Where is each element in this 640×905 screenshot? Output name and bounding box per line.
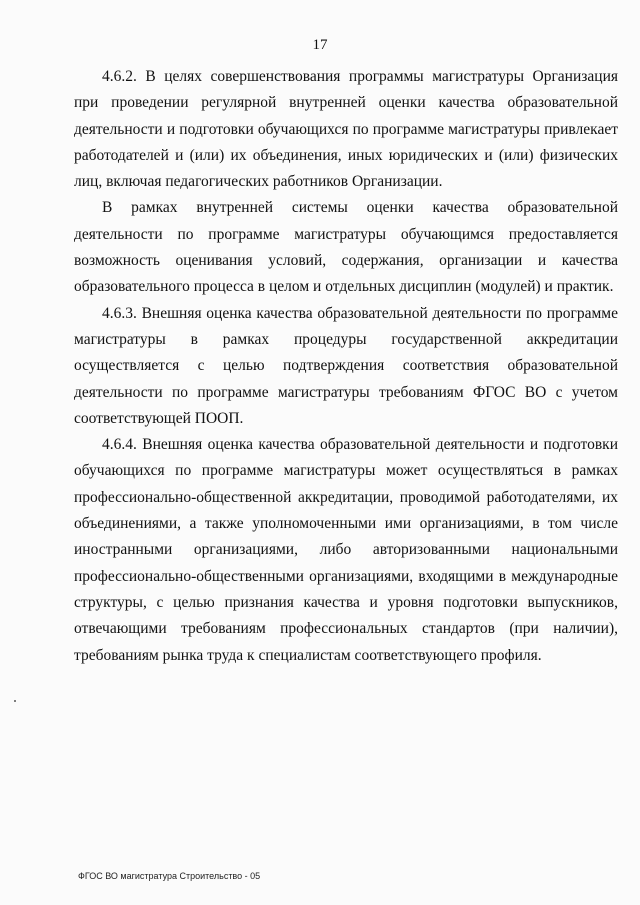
paragraph-4-6-3: 4.6.3. Внешняя оценка качества образовательной деятельности по программе магистратуры в рамках процедуры государственной аккредитации осуществляется с целью подтверждения соответствия образовательной деятельности по программе магистратуры требованиям ФГОС ВО с учетом соответствующей ПООП. [74, 304, 618, 427]
document-body [74, 64, 618, 669]
page-footer: ФГОС ВО магистратура Строительство - 05 [78, 871, 261, 881]
page-number: 17 [312, 37, 328, 53]
scan-speck [14, 700, 16, 702]
paragraph-4-6-2: 4.6.2. В целях совершенствования программы магистратуры Организация при проведении регулярной внутренней оценки качества образовательной деятельности и подготовки обучающихся по программе магистратуры привлекает работодателей и (или) их объединения, иных юридических и (или) физических лиц, включая педагогических работников Организации. [74, 68, 618, 191]
paragraph-4-6-4: 4.6.4. Внешняя оценка качества образовательной деятельности и подготовки обучающихся по программе магистратуры может осуществляться в рамках профессионально-общественной аккредитации, проводимой работодателями, их объединениями, а также уполномоченными ими организациями, в том числе иностранными организациями, либо авторизованными национальными профессионально-общественными организациями, входящими в международные структуры, с целью признания качества и уровня подготовки выпускников, отвечающими требованиям профессиональных стандартов (при наличии), требованиям рынка труда к специалистам соответствующего профиля. [74, 436, 618, 664]
paragraph-internal-assessment: В рамках внутренней системы оценки качества образовательной деятельности по программе магистратуры обучающимся предоставляется возможность оценивания условий, содержания, организации и качества образовательного процесса в целом и отдельных дисциплин (модулей) и практик. [74, 199, 618, 296]
